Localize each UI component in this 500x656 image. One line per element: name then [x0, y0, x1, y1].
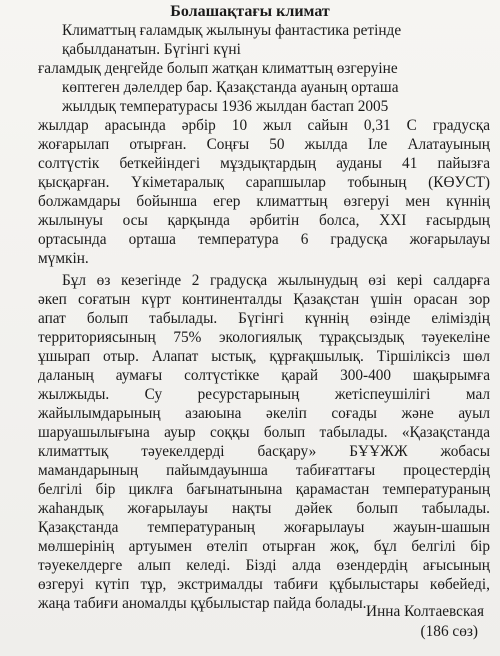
text-line: ортасында орташа температура 6 градусқа жоғарылауы: [38, 231, 490, 248]
text-line: территориясының 75% экологиялық тұрақсыздық тәуекеліне: [38, 329, 490, 346]
text-line: Бұл өз кезегінде 2 градусқа жылынудың өзі кері салдарға: [62, 272, 490, 289]
text-line: мүмкін.: [38, 250, 89, 267]
text-line: қысқарған. Үкіметаралық сарапшылар тобының (КӨУСТ): [38, 174, 490, 191]
text-line: Климаттың ғаламдық жылынуы фантастика ретінде: [62, 22, 402, 39]
text-line: жылынуы осы қарқында әрбитін болса, XXI ғасырдың: [38, 212, 490, 229]
text-line: тәуекелдерге алып келеді. Бізді алда өзендердің ағысының: [38, 557, 490, 574]
text-line: климаттық тәуекелдерді басқару» БҰҰЖЖ жобасы: [38, 443, 490, 460]
text-line: апат болып табылады. Бүгінгі күннің өзінде еліміздің: [38, 310, 490, 327]
text-line: жайылымдарының азаюына әкеліп соғады және ауыл: [38, 405, 490, 422]
text-line: көптеген дәлелдер бар. Қазақстанда ауаның орташа: [62, 79, 399, 96]
text-line: Қазақстанда температураның жоғарылауы жауын-шашын: [38, 519, 490, 536]
author-name: Инна Колтаевская: [366, 603, 484, 620]
text-line: шаруашылығына ауыр соққы болып табылады. «Қазақстанда: [38, 424, 490, 441]
text-line: жоғарылап отырған. Соңғы 50 жылда Іле Алатауының: [38, 136, 490, 153]
word-count: (186 сөз): [420, 623, 478, 640]
text-line: қабылданатын. Бүгінгі күні: [62, 41, 241, 58]
text-line: жаңа табиғи аномалды құбылыстар пайда болады.: [38, 595, 367, 612]
text-line: ұшырап отыр. Алапат ыстық, құрғақшылық. Тіршіліксіз шөл: [38, 348, 490, 365]
text-line: белгілі бір циклға бағынатынына қарамастан температураның: [38, 481, 490, 498]
text-line: өзгеруі күтіп тұр, экстрималды табиғи құбылыстары көбейеді,: [38, 576, 490, 593]
text-line: ғаламдық деңгейде болып жатқан климаттың өзгеруіне: [38, 60, 398, 77]
document-title: Болашақтағы климат: [170, 3, 330, 20]
text-line: жылдық температурасы 1936 жылдан бастап 2005: [62, 98, 389, 115]
text-line: әкеп соғатын күрт континенталды Қазақстан үшін орасан зор: [38, 291, 490, 308]
text-line: солтүстік беткейіндегі мұздықтардың ауданы 41 пайызға: [38, 155, 490, 172]
text-line: жаһандық жоғарылауы нақты дәйек болып табылады.: [38, 500, 490, 517]
text-line: жылжыды. Су ресурстарының жетіспеушілігі мал: [38, 386, 490, 403]
text-line: болжамдары бойынша егер климаттың өзгеруі мен күннің: [38, 193, 490, 210]
text-line: мөлшерінің артуымен өтеліп отырған жоқ, бұл белгілі бір: [38, 538, 490, 555]
text-line: жылдар арасында әрбір 10 жыл сайын 0,31 С градусқа: [38, 117, 490, 134]
text-line: мамандарының пайымдауынша табиғаттағы процестердің: [38, 462, 490, 479]
text-line: даланың аумағы солтүстікке қарай 300-400 шақырымға: [38, 367, 490, 384]
